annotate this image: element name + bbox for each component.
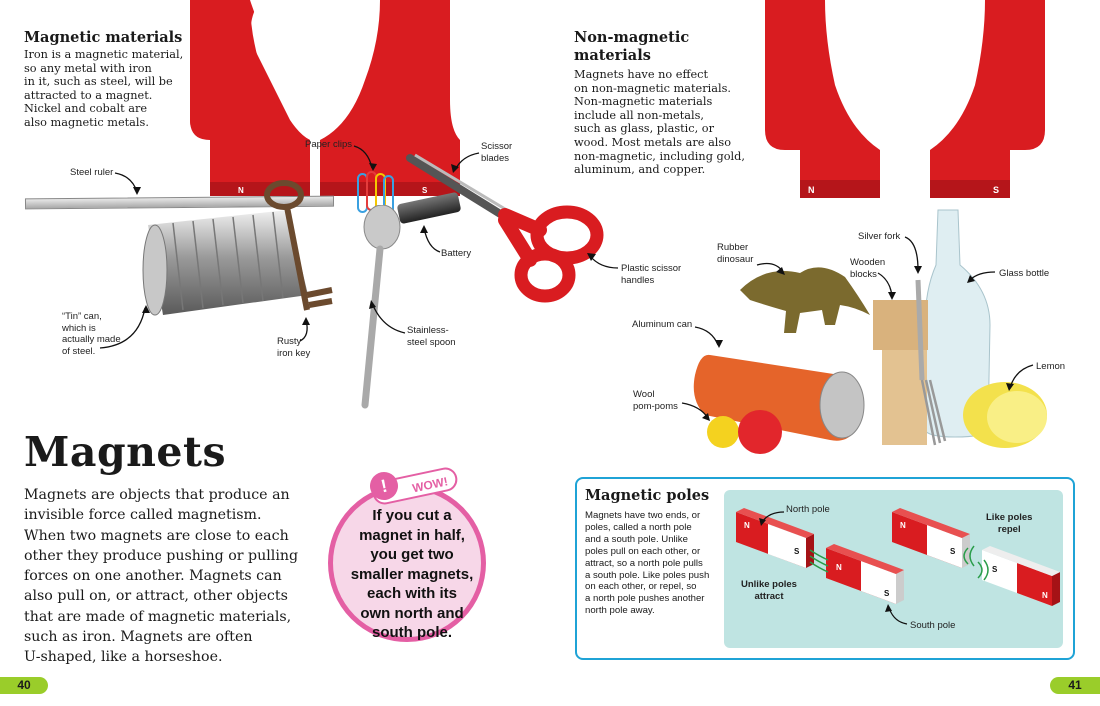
pole-letter-n-2: N <box>836 563 842 572</box>
exclamation-icon: ! <box>367 469 400 502</box>
label-paper-clips: Paper clips <box>305 139 352 150</box>
label-glass-bottle: Glass bottle <box>999 268 1050 279</box>
label-south-pole: South pole <box>910 620 956 631</box>
magnetic-poles-heading: Magnetic poles <box>585 487 710 504</box>
label-rubber-dinosaur: Rubber dinosaur <box>717 242 754 265</box>
label-plastic-scissor-handles: Plastic scissor handles <box>621 263 682 286</box>
like-poles-pair <box>892 508 1060 606</box>
pole-letter-s-2: S <box>884 589 890 598</box>
wow-tag: WOW! <box>370 465 459 506</box>
pole-letter-s-3: S <box>950 547 956 556</box>
south-pole-mark-left: S <box>422 186 428 195</box>
non-magnetic-text: Magnets have no effect on non-magnetic materials. Non-magnetic materials include all non-metals, such as glass, plastic, or wood. Most metals are also non-magnetic, including gold, aluminum, and copper. <box>574 68 745 177</box>
label-aluminum-can: Aluminum can <box>632 319 693 330</box>
magnetic-poles-text: Magnets have two ends, or poles, called a north pole and a south pole. Unlike poles pull on each other, or attract, so a north pole pulls a south pole. Like poles push on each other, or repel, so a north pole pushes another north pole away. <box>585 510 710 617</box>
label-silver-fork: Silver fork <box>858 231 901 242</box>
non-magnetic-heading: Non-magnetic materials <box>574 29 690 64</box>
magnetic-materials-heading: Magnetic materials <box>24 29 183 46</box>
pole-letter-s-1: S <box>794 547 800 556</box>
intro-paragraph: Magnets are objects that produce an invisible force called magnetism. When two magnets are close to each other they produce pushing or pulling forces on one another. Magnets can also pull on, or attract, other objects that are made of magnetic materials, such as iron. Magnets are often U-shaped, like a horseshoe. <box>24 487 299 666</box>
page-title: Magnets <box>24 428 227 476</box>
magnetic-materials-text: Iron is a magnetic material, so any metal with iron in it, such as steel, will be attracted to a magnet. Nickel and cobalt are also magnetic metals. <box>24 48 184 129</box>
label-unlike-poles-attract: Unlike poles attract <box>741 579 797 602</box>
label-rusty-iron-key: Rusty iron key <box>277 336 311 359</box>
pole-letter-n-3: N <box>900 521 906 530</box>
pole-letter-s-4: S <box>992 565 998 574</box>
label-battery: Battery <box>441 248 472 259</box>
leader-lines-right <box>600 220 1080 440</box>
label-like-poles-repel: Like poles repel <box>986 512 1033 535</box>
label-scissor-blades: Scissor blades <box>481 141 513 164</box>
south-pole-mark-right: S <box>993 185 1000 195</box>
label-north-pole: North pole <box>786 504 830 515</box>
label-lemon: Lemon <box>1036 361 1066 372</box>
north-pole-mark-right: N <box>808 185 815 195</box>
wow-fact-text: If you cut a magnet in half, you get two smaller magnets, each with its own north and south pole. <box>350 507 474 641</box>
horseshoe-magnet-right <box>760 0 1060 202</box>
label-wool-pompoms: Wool pom-poms <box>633 389 678 412</box>
pole-letter-n-4: N <box>1042 591 1048 600</box>
page-number-right: 41 <box>1050 677 1100 694</box>
north-pole-mark-left: N <box>238 186 244 195</box>
label-steel-spoon: Stainless- steel spoon <box>407 325 456 348</box>
pole-letter-n-1: N <box>744 521 750 530</box>
label-tin-can: “Tin” can, which is actually made of steel. <box>62 311 121 357</box>
label-steel-ruler: Steel ruler <box>70 167 114 178</box>
label-wooden-blocks: Wooden blocks <box>850 257 886 280</box>
page-number-left: 40 <box>0 677 48 694</box>
